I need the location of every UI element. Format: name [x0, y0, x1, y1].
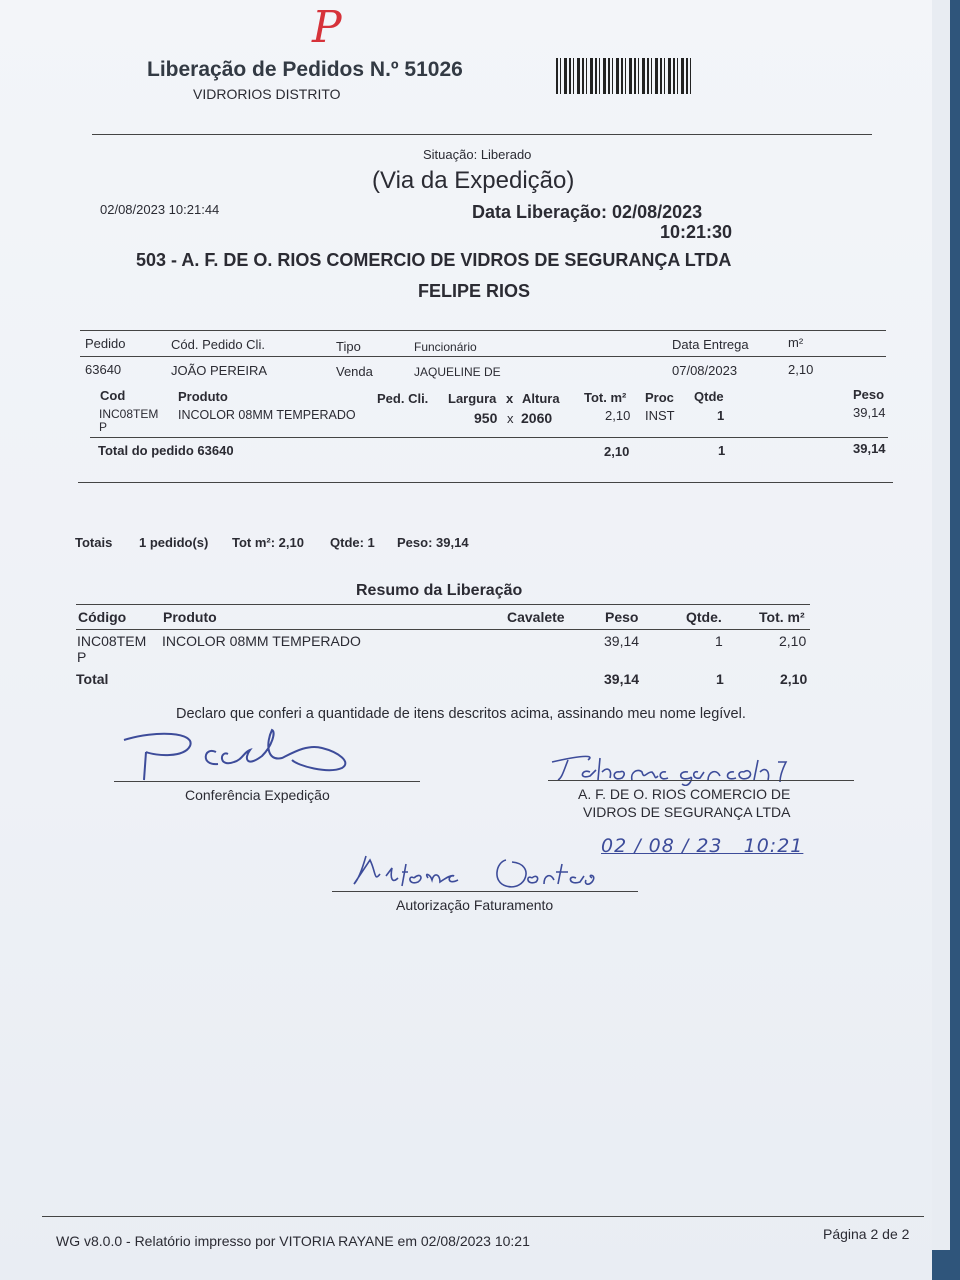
summary-product: INCOLOR 08MM TEMPERADO: [162, 633, 361, 649]
item-total-border: [90, 437, 888, 438]
item-x: x: [507, 411, 514, 426]
barcode: [556, 58, 692, 94]
summary-code-continued: P: [77, 649, 87, 665]
client-line: 503 - A. F. DE O. RIOS COMERCIO DE VIDROS DE SEGURANÇA LTDA: [136, 250, 732, 270]
footer-page-number: Página 2 de 2: [823, 1226, 910, 1242]
signature-line-right: [548, 780, 854, 781]
signature-bottom: [336, 852, 606, 896]
item-col-tot-m2: Tot. m²: [584, 390, 627, 405]
totals-m2: Tot m²: 2,10: [232, 535, 304, 550]
signature-line-left: [114, 781, 420, 782]
summary-title: Resumo da Liberação: [356, 582, 523, 599]
declaration-text: Declaro que conferi a quantidade de itens descritos acima, assinando meu nome legível.: [176, 706, 746, 722]
summary-col-tot-m2: Tot. m²: [759, 609, 805, 625]
company-name: VIDRORIOS DISTRITO: [193, 86, 341, 102]
col-cod-pedido-cli: Cód. Pedido Cli.: [171, 337, 265, 352]
summary-col-peso: Peso: [605, 609, 639, 625]
totals-weight: Peso: 39,14: [397, 535, 469, 550]
table-bottom-border: [78, 482, 893, 483]
item-product: INCOLOR 08MM TEMPERADO: [178, 408, 356, 422]
situation: Situação: Liberado: [423, 147, 532, 162]
summary-total-m2: 2,10: [780, 671, 808, 687]
signature-bottom-label: Autorização Faturamento: [396, 897, 554, 913]
col-funcionario: Funcionário: [414, 340, 477, 354]
signature-left: [116, 722, 366, 784]
summary-code: INC08TEM: [77, 633, 147, 649]
summary-total-weight: 39,14: [604, 671, 640, 687]
order-total-weight: 39,14: [853, 441, 886, 456]
footer-printed-by: WG v8.0.0 - Relatório impresso por VITORIA RAYANE em 02/08/2023 10:21: [56, 1233, 530, 1249]
order-client: JOÃO PEREIRA: [171, 363, 268, 378]
summary-total-qty: 1: [716, 671, 724, 687]
item-code: INC08TEM: [99, 407, 159, 421]
summary-qty: 1: [715, 633, 723, 649]
footer-divider: [42, 1216, 924, 1217]
col-tipo: Tipo: [336, 339, 361, 354]
summary-top-border: [76, 604, 810, 605]
item-proc: INST: [645, 408, 675, 423]
signature-right-label-1: A. F. DE O. RIOS COMERCIO DE: [578, 786, 791, 802]
handwritten-date: 02 / 08 / 23 10:21: [601, 835, 804, 857]
release-date: Data Liberação: 02/08/2023: [472, 202, 703, 222]
totals-qty: Qtde: 1: [330, 535, 375, 550]
col-pedido: Pedido: [85, 336, 126, 351]
item-weight: 39,14: [853, 405, 886, 420]
summary-weight: 39,14: [604, 633, 640, 649]
table-header-border: [80, 356, 886, 357]
col-data-entrega: Data Entrega: [672, 337, 749, 352]
item-col-peso: Peso: [853, 387, 885, 402]
signature-left-label: Conferência Expedição: [185, 787, 330, 803]
item-col-largura: Largura: [448, 391, 497, 406]
order-number: 63640: [85, 362, 122, 377]
item-code-continued: P: [99, 420, 108, 434]
via-label: (Via da Expedição): [372, 167, 575, 194]
order-total-qty: 1: [718, 443, 726, 458]
item-col-qtde: Qtde: [694, 389, 724, 404]
item-col-x: x: [506, 391, 514, 406]
item-col-ped-cli: Ped. Cli.: [377, 391, 429, 406]
order-total-m2: 2,10: [604, 444, 630, 459]
item-col-cod: Cod: [100, 388, 126, 403]
summary-m2: 2,10: [779, 633, 807, 649]
release-time: 10:21:30: [660, 222, 733, 242]
signature-line-bottom: [332, 891, 638, 892]
summary-col-codigo: Código: [78, 609, 127, 625]
divider: [92, 134, 872, 135]
item-qty: 1: [717, 408, 725, 423]
order-total-label: Total do pedido 63640: [98, 443, 234, 458]
totals-orders: 1 pedido(s): [139, 535, 209, 550]
client-name: FELIPE RIOS: [418, 281, 531, 301]
summary-col-qtde: Qtde.: [686, 609, 722, 625]
item-tot-m2: 2,10: [605, 408, 631, 423]
totals-label: Totais: [75, 535, 113, 550]
summary-col-cavalete: Cavalete: [507, 609, 565, 625]
order-employee: JAQUELINE DE: [414, 365, 501, 379]
item-col-produto: Produto: [178, 389, 228, 404]
summary-header-border: [76, 629, 810, 630]
item-col-altura: Altura: [522, 391, 560, 406]
signature-right-label-2: VIDROS DE SEGURANÇA LTDA: [583, 804, 791, 820]
printed-timestamp: 02/08/2023 10:21:44: [100, 202, 220, 217]
item-width: 950: [474, 410, 498, 426]
table-top-border: [80, 330, 886, 331]
order-type: Venda: [336, 364, 373, 379]
col-m2: m²: [788, 335, 804, 350]
handwritten-mark: P: [312, 2, 342, 53]
order-m2: 2,10: [788, 362, 814, 377]
document-title: Liberação de Pedidos N.º 51026: [147, 58, 463, 81]
item-height: 2060: [521, 410, 553, 426]
summary-total-label: Total: [76, 671, 109, 687]
item-col-proc: Proc: [645, 390, 674, 405]
order-delivery-date: 07/08/2023: [672, 363, 738, 378]
summary-col-produto: Produto: [163, 609, 217, 625]
